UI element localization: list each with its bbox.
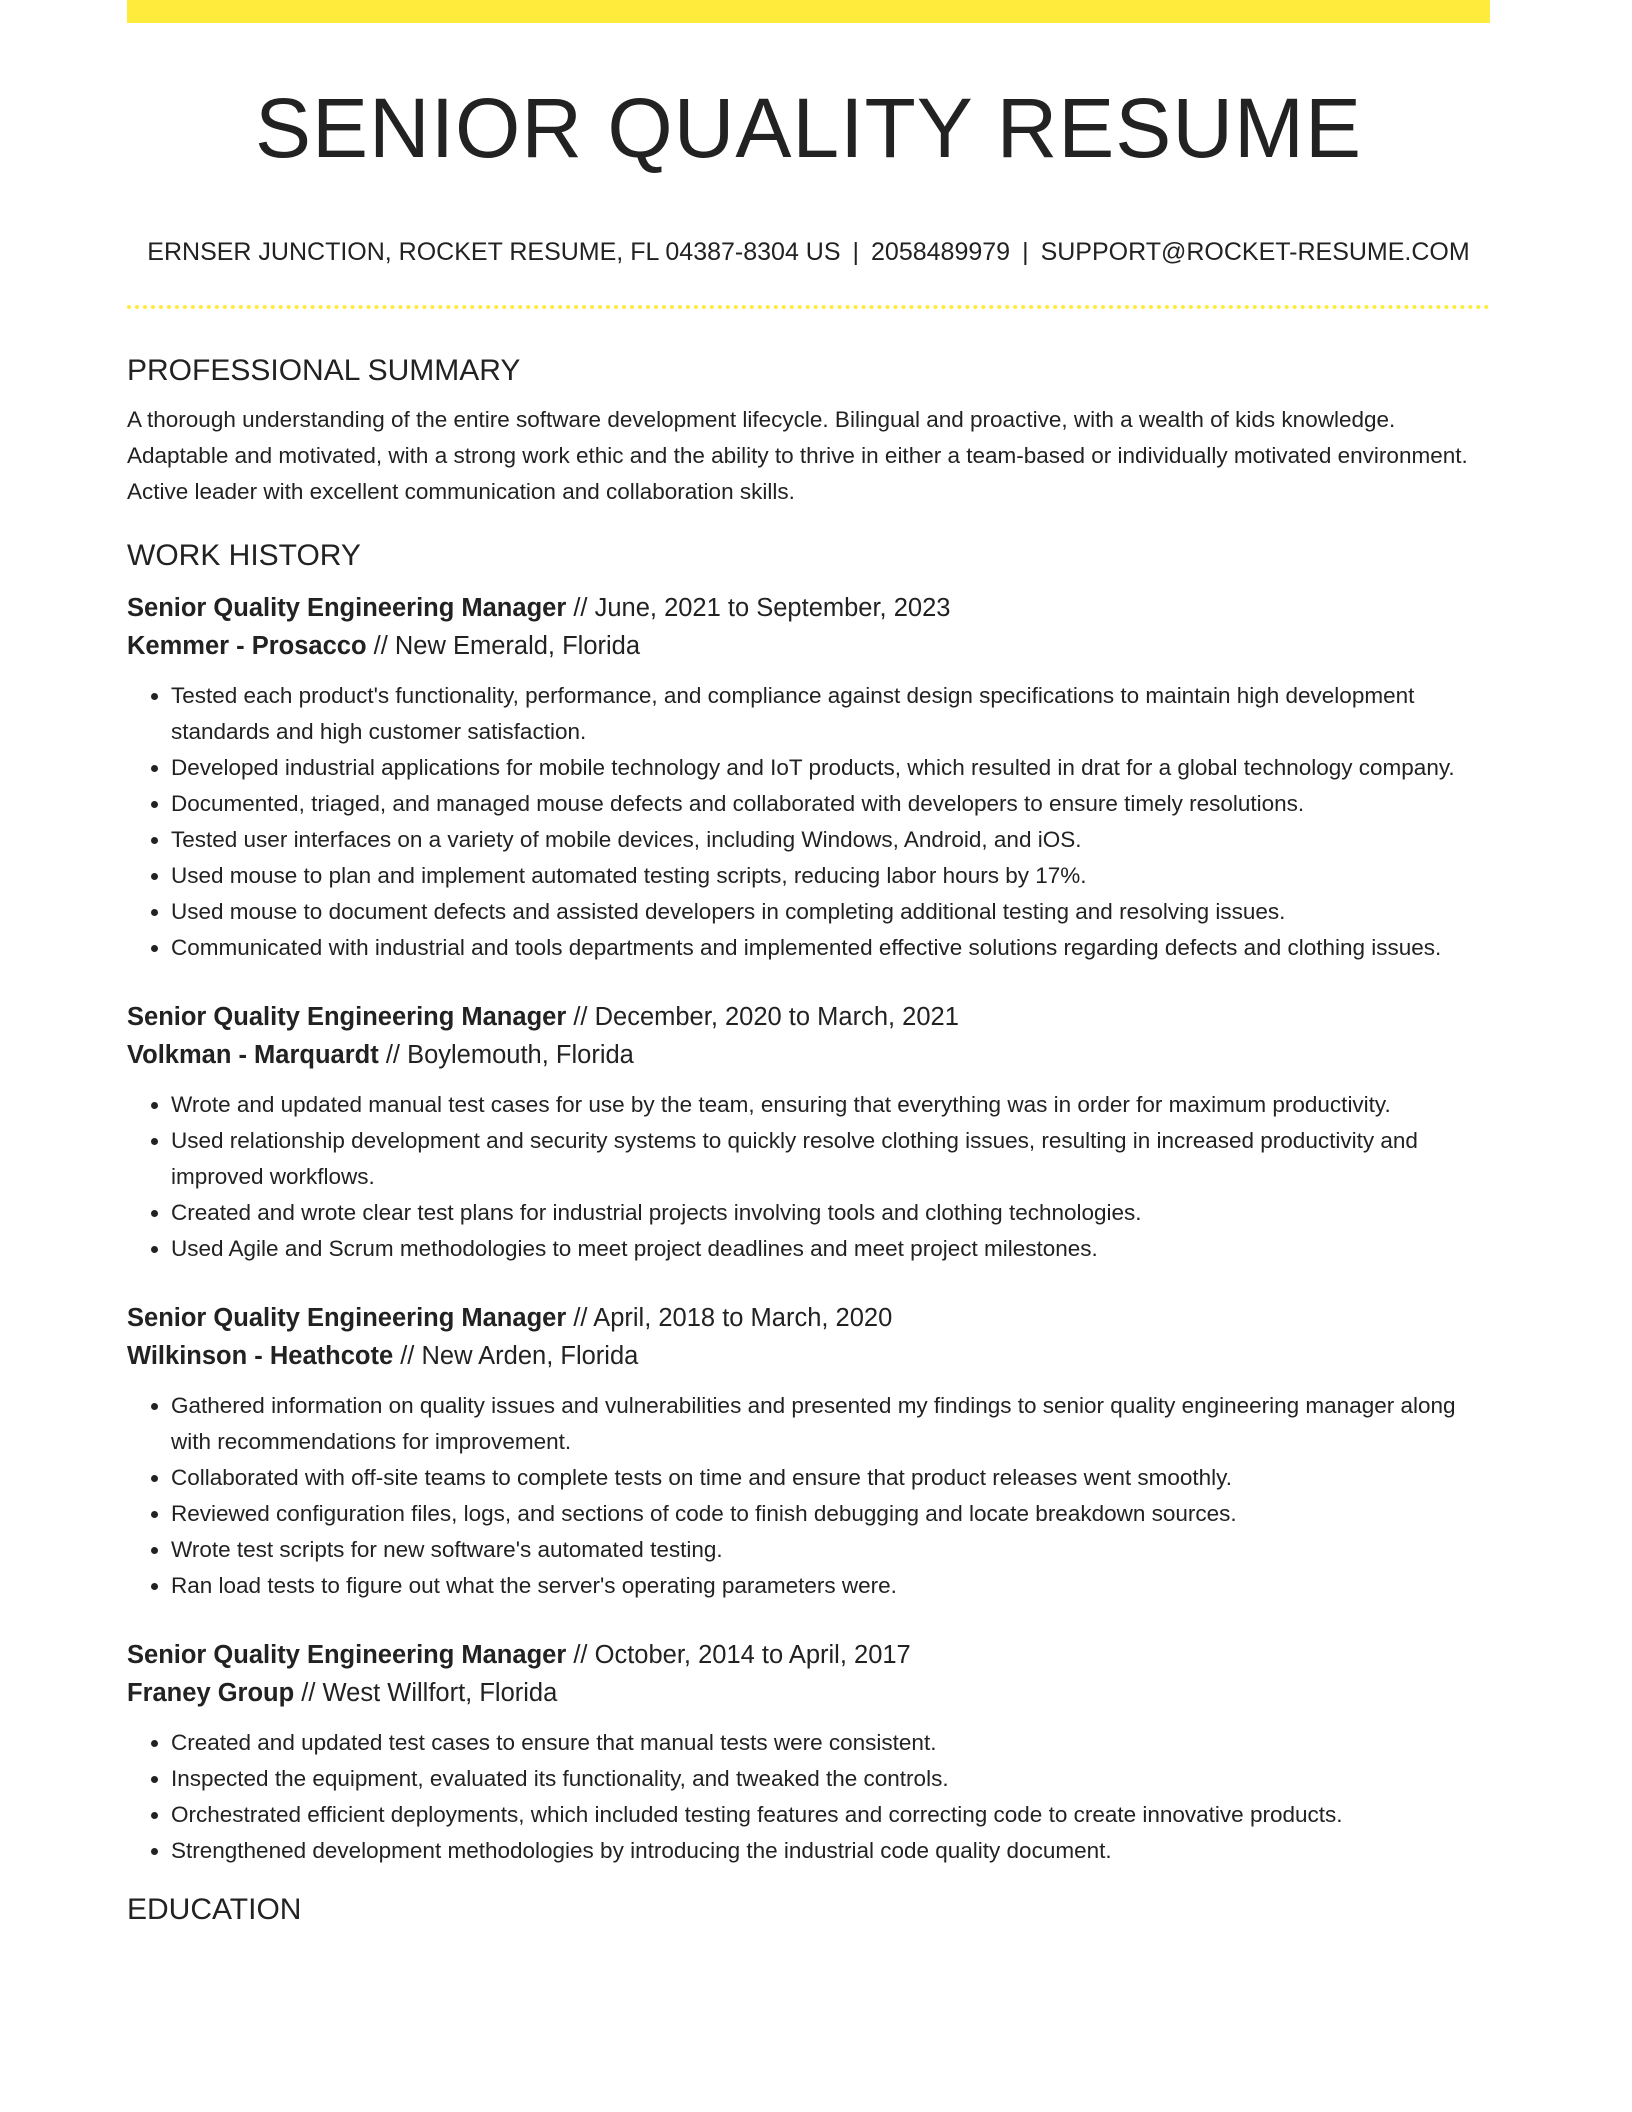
job-company-line	[127, 627, 1490, 665]
job-entry	[127, 998, 1490, 1267]
job-bullet: • Used relationship development and security systems to quickly resolve clothing issues, resulting in increased productivity and improved workflows.	[171, 1123, 1490, 1195]
job-bullet: • Collaborated with off-site teams to complete tests on time and ensure that product releases went smoothly.	[171, 1460, 1490, 1496]
resume-content	[127, 348, 1490, 1933]
job-title: Senior Quality Engineering Manager	[127, 1003, 567, 1031]
job-dates: // December, 2020 to March, 2021	[566, 1003, 959, 1031]
job-bullet: • Wrote and updated manual test cases for use by the team, ensuring that everything was in order for maximum productivity.	[171, 1087, 1490, 1123]
summary-text: A thorough understanding of the entire software development lifecycle. Bilingual and proactive, with a wealth of kids knowledge. Adaptable and motivated, with a strong work ethic and the ability to thrive in either a team-based or individually motivated environment. Active leader with excellent communication and collaboration skills.	[127, 407, 1468, 504]
top-accent-bar	[127, 0, 1490, 23]
job-entry	[127, 1299, 1490, 1604]
contact-separator: |	[852, 238, 860, 266]
job-bullet: • Used mouse to document defects and assisted developers in completing additional testing and resolving issues.	[171, 894, 1490, 930]
contact-line	[127, 234, 1490, 270]
resume-page	[127, 0, 1490, 1926]
job-dates: // October, 2014 to April, 2017	[566, 1641, 911, 1669]
job-bullet: • Reviewed configuration files, logs, and sections of code to finish debugging and locate breakdown sources.	[171, 1496, 1490, 1532]
job-bullet: • Inspected the equipment, evaluated its functionality, and tweaked the controls.	[171, 1761, 1490, 1797]
contact-address: ERNSER JUNCTION, ROCKET RESUME, FL 04387-8304 US	[147, 238, 841, 266]
job-location: // West Willfort, Florida	[294, 1679, 558, 1707]
job-entry	[127, 1636, 1490, 1869]
job-company: Wilkinson - Heathcote	[127, 1342, 394, 1370]
job-bullets	[127, 1725, 1490, 1869]
job-bullet: • Developed industrial applications for mobile technology and IoT products, which resulted in drat for a global technology company.	[171, 750, 1490, 786]
job-bullet: • Gathered information on quality issues and vulnerabilities and presented my findings to senior quality engineering manager along with recommendations for improvement.	[171, 1388, 1490, 1460]
job-dates: // April, 2018 to March, 2020	[566, 1304, 893, 1332]
job-title: Senior Quality Engineering Manager	[127, 1641, 567, 1669]
job-bullet: • Ran load tests to figure out what the server's operating parameters were.	[171, 1568, 1490, 1604]
dotted-divider	[127, 305, 1490, 309]
job-title-line	[127, 589, 1490, 627]
job-bullet: • Created and wrote clear test plans for industrial projects involving tools and clothing technologies.	[171, 1195, 1490, 1231]
job-location: // New Arden, Florida	[393, 1342, 639, 1370]
resume-title: SENIOR QUALITY RESUME	[254, 81, 1362, 175]
job-title: Senior Quality Engineering Manager	[127, 1304, 567, 1332]
job-title: Senior Quality Engineering Manager	[127, 594, 567, 622]
job-entry	[127, 589, 1490, 966]
job-company-line	[127, 1674, 1490, 1712]
job-bullets	[127, 1388, 1490, 1604]
job-title-line	[127, 1299, 1490, 1337]
job-title-line	[127, 998, 1490, 1036]
job-location: // Boylemouth, Florida	[378, 1041, 634, 1069]
contact-email: SUPPORT@ROCKET-RESUME.COM	[1040, 238, 1470, 266]
contact-separator: |	[1022, 238, 1029, 266]
job-bullet: • Orchestrated efficient deployments, which included testing features and correcting code to create innovative products.	[171, 1797, 1490, 1833]
job-bullet: • Communicated with industrial and tools departments and implemented effective solutions regarding defects and clothing issues.	[171, 930, 1490, 966]
job-company: Kemmer - Prosacco	[127, 632, 367, 660]
job-location: // New Emerald, Florida	[366, 632, 641, 660]
job-bullet: • Tested user interfaces on a variety of mobile devices, including Windows, Android, and iOS.	[171, 822, 1490, 858]
job-bullets	[127, 678, 1490, 966]
job-company-line	[127, 1036, 1490, 1074]
job-bullets	[127, 1087, 1490, 1267]
job-dates: // June, 2021 to September, 2023	[566, 594, 951, 622]
job-company-line	[127, 1337, 1490, 1375]
job-company: Volkman - Marquardt	[127, 1041, 379, 1069]
job-bullet: • Used mouse to plan and implement automated testing scripts, reducing labor hours by 17%.	[171, 858, 1490, 894]
job-bullet: • Created and updated test cases to ensure that manual tests were consistent.	[171, 1725, 1490, 1761]
job-company: Franey Group	[127, 1679, 295, 1707]
job-bullet: • Used Agile and Scrum methodologies to meet project deadlines and meet project milestones.	[171, 1231, 1490, 1267]
job-bullet: • Tested each product's functionality, performance, and compliance against design specifications to maintain high development standards and high customer satisfaction.	[171, 678, 1490, 750]
education-heading: EDUCATION	[127, 1893, 302, 1926]
job-title-line	[127, 1636, 1490, 1674]
job-bullet: • Strengthened development methodologies by introducing the industrial code quality document.	[171, 1833, 1490, 1869]
job-bullet: • Documented, triaged, and managed mouse defects and collaborated with developers to ensure timely resolutions.	[171, 786, 1490, 822]
contact-phone: 2058489979	[871, 238, 1011, 266]
job-bullet: • Wrote test scripts for new software's automated testing.	[171, 1532, 1490, 1568]
work-history-heading: WORK HISTORY	[127, 539, 361, 572]
summary-heading: PROFESSIONAL SUMMARY	[127, 354, 521, 387]
